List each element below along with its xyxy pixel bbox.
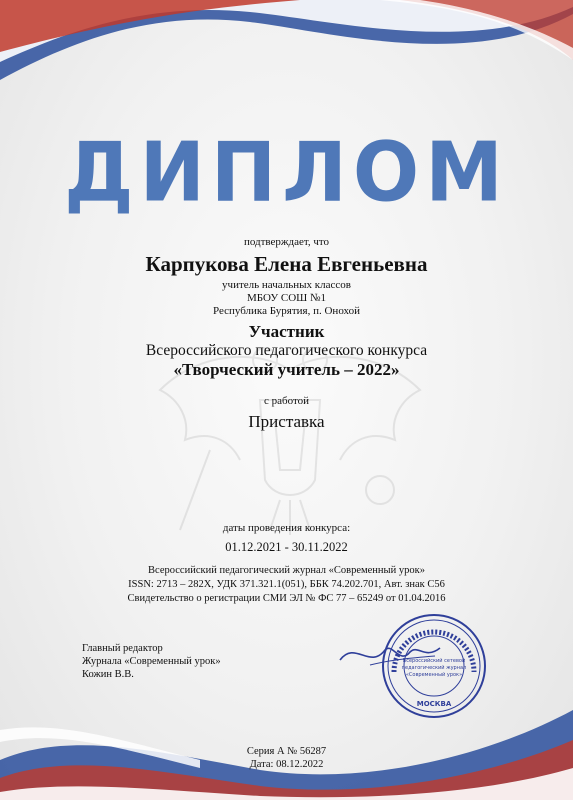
recipient-position: учитель начальных классов bbox=[222, 279, 351, 291]
contest-dates: 01.12.2021 - 30.11.2022 bbox=[225, 540, 348, 554]
svg-text:педагогический журнал: педагогический журнал bbox=[401, 665, 467, 671]
editor-title: Главный редактор bbox=[82, 643, 163, 654]
recipient-school: МБОУ СОШ №1 bbox=[246, 292, 326, 304]
top-decoration bbox=[0, 0, 573, 95]
series-number: Серия А № 56287 bbox=[246, 746, 327, 757]
editor-journal: Журнала «Современный урок» bbox=[82, 656, 221, 667]
recipient-name: Карпукова Елена Евгеньевна bbox=[145, 252, 428, 276]
issue-date: Дата: 08.12.2022 bbox=[249, 759, 324, 770]
diploma-title: ДИПЛОМ bbox=[64, 125, 509, 221]
participant-status: Участник bbox=[248, 322, 325, 341]
confirms-text: подтверждает, что bbox=[243, 236, 330, 248]
journal-codes: ISSN: 2713 – 282X, УДК 371.321.1(051), ББК 74.202.701, Авт. знак С56 bbox=[128, 579, 445, 590]
work-title: Приставка bbox=[248, 412, 325, 431]
recipient-location: Республика Бурятия, п. Онохой bbox=[212, 305, 361, 317]
svg-text:«Современный урок»: «Современный урок» bbox=[405, 672, 463, 678]
journal-registration: Свидетельство о регистрации СМИ ЭЛ № ФС 77 – 65249 от 01.04.2016 bbox=[127, 593, 446, 604]
contest-type: Всероссийского педагогического конкурса bbox=[145, 342, 428, 359]
svg-text:Всероссийский сетевой: Всероссийский сетевой bbox=[402, 658, 466, 664]
dates-label: даты проведения конкурса: bbox=[222, 522, 351, 534]
journal-name: Всероссийский педагогический журнал «Современный урок» bbox=[148, 565, 425, 576]
editor-signature bbox=[330, 630, 450, 675]
work-label: с работой bbox=[263, 395, 309, 407]
stamp-city: МОСКВА bbox=[416, 700, 452, 708]
contest-name: «Творческий учитель – 2022» bbox=[173, 360, 400, 379]
editor-name: Кожин В.В. bbox=[82, 669, 134, 680]
footer bbox=[0, 745, 573, 771]
editor-block bbox=[82, 642, 221, 681]
